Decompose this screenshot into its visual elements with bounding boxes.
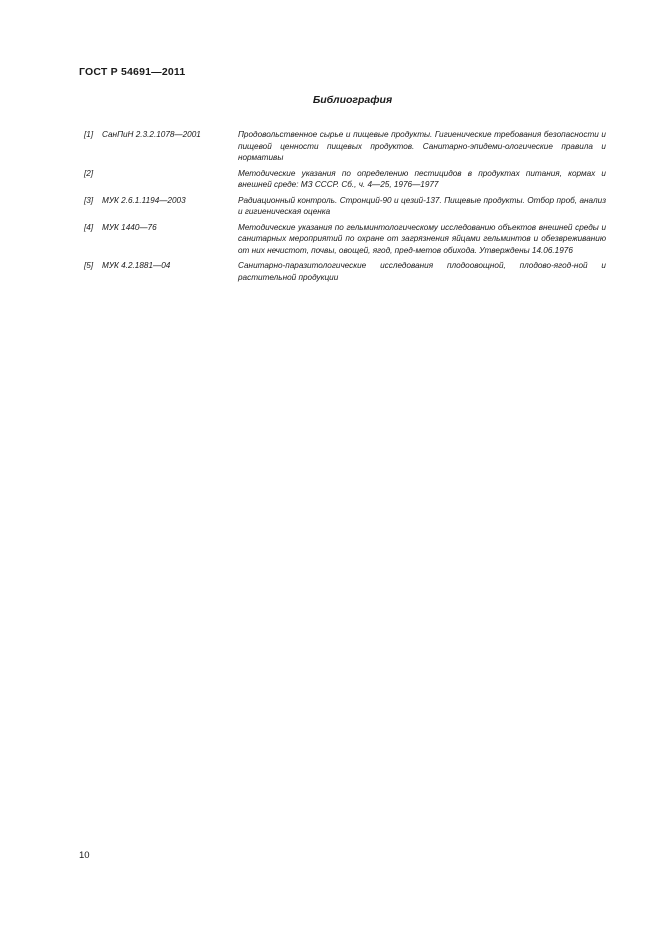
entry-number: [5] bbox=[84, 261, 94, 270]
section-title: Библиография bbox=[312, 94, 393, 106]
bibliography-list bbox=[84, 129, 606, 287]
bibliography-entry bbox=[84, 222, 606, 257]
entry-reference bbox=[84, 129, 238, 164]
entry-number: [3] bbox=[84, 195, 94, 205]
entry-number: [1] bbox=[84, 130, 94, 139]
entry-code: МУК 1440—76 bbox=[102, 222, 157, 232]
entry-description: Продовольственное сырье и пищевые продукты. Гигиенические требования безопасности и пищевой ценности пищевых продуктов. Санитарно-эпидеми-ологические правила и нормативы bbox=[238, 130, 606, 162]
entry-code: МУК 2.6.1.1194—2003 bbox=[102, 195, 186, 205]
entry-reference bbox=[84, 260, 238, 283]
bibliography-entry bbox=[84, 260, 606, 283]
entry-description: Методические указания по определению пестицидов в продуктах питания, кормах и внешней среде: МЗ СССР. Сб., ч. 4—25, 1976—1977 bbox=[238, 168, 606, 189]
entry-code: СанПиН 2.3.2.1078—2001 bbox=[102, 130, 201, 139]
document-standard-number: ГОСТ Р 54691—2011 bbox=[79, 66, 186, 78]
page-number: 10 bbox=[79, 850, 90, 861]
entry-code: МУК 4.2.1881—04 bbox=[102, 261, 171, 270]
entry-description: Радиационный контроль. Стронций-90 и цезий-137. Пищевые продукты. Отбор проб, анализ и гигиеническая оценка bbox=[238, 195, 606, 216]
bibliography-entry bbox=[84, 195, 606, 218]
bibliography-entry bbox=[84, 129, 606, 164]
entry-number: [2] bbox=[84, 168, 94, 178]
entry-number: [4] bbox=[84, 222, 94, 232]
entry-description: Методические указания по гельминтологическому исследованию объектов внешней среды и санитарных мероприятий по охране от загрязнения яйцами гельминтов и обезвреживанию от них нечистот, почвы, овощей, ягод, пред-метов обихода. Утверждены 14.06.1976 bbox=[238, 222, 606, 255]
entry-reference bbox=[84, 222, 238, 257]
entry-description: Санитарно-паразитологические исследования плодоовощной, плодово-ягод-ной и растительной продукции bbox=[238, 261, 606, 282]
entry-reference bbox=[84, 168, 238, 191]
entry-reference bbox=[84, 195, 238, 218]
bibliography-entry bbox=[84, 168, 606, 191]
